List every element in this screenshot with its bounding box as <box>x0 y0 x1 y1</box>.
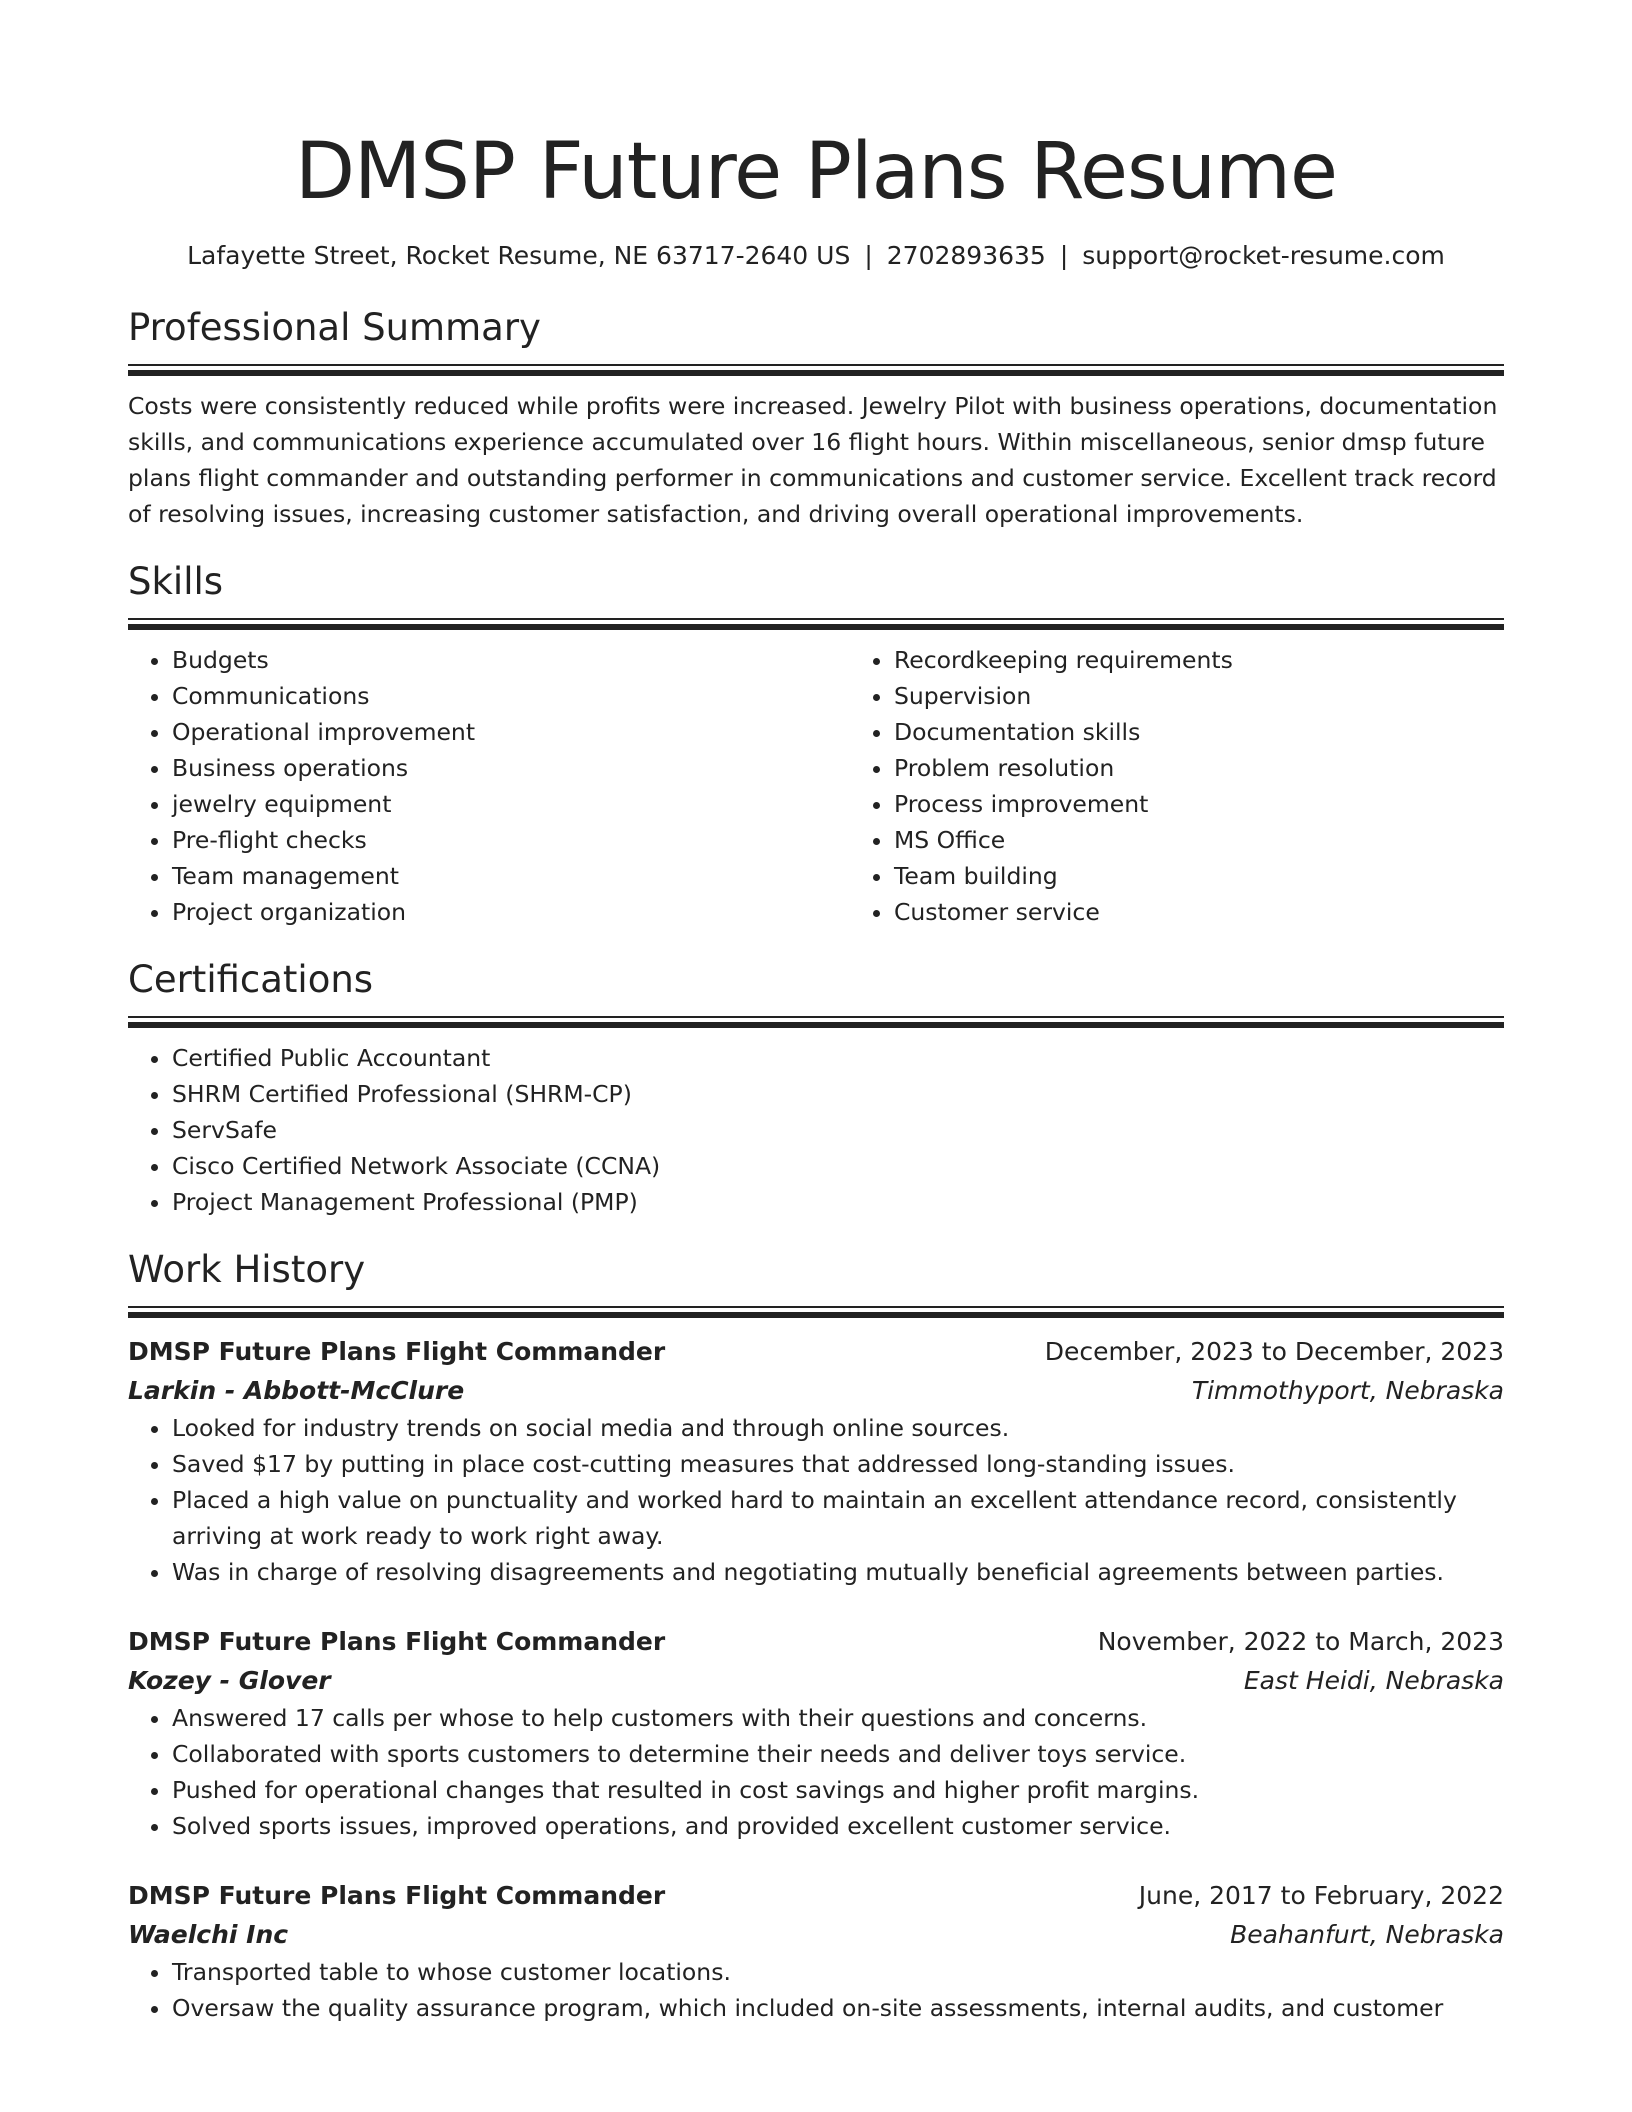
contact-separator: | <box>1059 241 1069 270</box>
job-bullet: • Oversaw the quality assurance program, which included on-site assessments, internal audits, and customer <box>172 1990 1504 2026</box>
job-bullets <box>128 1954 1504 2026</box>
professional-summary-section <box>128 304 1504 532</box>
job-location: Beahanfurt, Nebraska <box>1230 1920 1504 1949</box>
work-history-section <box>128 1246 1504 2026</box>
certification-item: • SHRM Certified Professional (SHRM-CP) <box>172 1076 1504 1112</box>
skill-item: • Pre-flight checks <box>172 822 850 858</box>
job-dates: June, 2017 to February, 2022 <box>1138 1881 1504 1910</box>
job-title: DMSP Future Plans Flight Commander <box>128 1881 666 1910</box>
contact-phone: 2702893635 <box>886 241 1046 270</box>
job-bullets <box>128 1700 1504 1844</box>
job-title: DMSP Future Plans Flight Commander <box>128 1627 666 1656</box>
job-company: Larkin - Abbott-McClure <box>128 1376 465 1405</box>
job-bullet: • Solved sports issues, improved operations, and provided excellent customer service. <box>172 1808 1504 1844</box>
skills-section <box>128 558 1504 930</box>
job-bullet: • Saved $17 by putting in place cost-cutting measures that addressed long-standing issues. <box>172 1446 1504 1482</box>
job-entry <box>128 1876 1504 2026</box>
skill-item: • Customer service <box>894 894 1572 930</box>
job-bullet: • Collaborated with sports customers to determine their needs and deliver toys service. <box>172 1736 1504 1772</box>
skill-item: • Documentation skills <box>894 714 1572 750</box>
job-location: Timmothyport, Nebraska <box>1191 1376 1504 1405</box>
job-company: Waelchi Inc <box>128 1920 289 1949</box>
section-divider <box>128 364 1504 376</box>
section-heading: Professional Summary <box>128 306 541 349</box>
job-title: DMSP Future Plans Flight Commander <box>128 1337 666 1366</box>
certification-item: • Project Management Professional (PMP) <box>172 1184 1504 1220</box>
job-entry <box>128 1622 1504 1844</box>
job-bullet: • Placed a high value on punctuality and worked hard to maintain an excellent attendance record, consistently arriving at work ready to work right away. <box>172 1482 1504 1554</box>
skill-item: • Recordkeeping requirements <box>894 642 1572 678</box>
skill-item: • Team building <box>894 858 1572 894</box>
job-bullets <box>128 1410 1504 1590</box>
job-bullet: • Was in charge of resolving disagreements and negotiating mutually beneficial agreements between parties. <box>172 1554 1504 1590</box>
job-bullet: • Transported table to whose customer locations. <box>172 1954 1504 1990</box>
contact-separator: | <box>864 241 873 270</box>
section-divider <box>128 1306 1504 1318</box>
job-bullet: • Answered 17 calls per whose to help customers with their questions and concerns. <box>172 1700 1504 1736</box>
resume-page <box>128 0 1504 2026</box>
skill-item: • Supervision <box>894 678 1572 714</box>
skill-item: • Project organization <box>172 894 850 930</box>
job-bullet: • Looked for industry trends on social media and through online sources. <box>172 1410 1504 1446</box>
section-heading: Skills <box>128 560 224 603</box>
skills-grid <box>128 642 1504 930</box>
skill-item: • Process improvement <box>894 786 1572 822</box>
job-entry <box>128 1332 1504 1590</box>
skills-list-right <box>850 642 1572 930</box>
certifications-list <box>128 1040 1504 1220</box>
skill-item: • Business operations <box>172 750 850 786</box>
job-dates: December, 2023 to December, 2023 <box>1044 1337 1504 1366</box>
job-bullet: • Pushed for operational changes that resulted in cost savings and higher profit margins. <box>172 1772 1504 1808</box>
job-location: East Heidi, Nebraska <box>1243 1666 1504 1695</box>
certification-item: • Cisco Certified Network Associate (CCNA) <box>172 1148 1504 1184</box>
skill-item: • Operational improvement <box>172 714 850 750</box>
certification-item: • ServSafe <box>172 1112 1504 1148</box>
skill-item: • Team management <box>172 858 850 894</box>
certifications-section <box>128 956 1504 1220</box>
skill-item: • Communications <box>172 678 850 714</box>
section-divider <box>128 618 1504 630</box>
contact-line <box>128 238 1504 274</box>
job-company: Kozey - Glover <box>128 1666 331 1695</box>
section-heading: Work History <box>128 1248 366 1291</box>
skill-item: • Budgets <box>172 642 850 678</box>
contact-address: Lafayette Street, Rocket Resume, NE 63717-2640 US <box>187 241 851 270</box>
section-heading: Certifications <box>128 958 374 1001</box>
skills-list-left <box>128 642 850 930</box>
contact-email: support@rocket-resume.com <box>1082 241 1445 270</box>
certification-item: • Certified Public Accountant <box>172 1040 1504 1076</box>
job-dates: November, 2022 to March, 2023 <box>1097 1627 1504 1656</box>
skill-item: • MS Office <box>894 822 1572 858</box>
skill-item: • jewelry equipment <box>172 786 850 822</box>
skill-item: • Problem resolution <box>894 750 1572 786</box>
summary-text: Costs were consistently reduced while profits were increased. Jewelry Pilot with business operations, documentation skills, and communications experience accumulated over 16 flight hours. Within miscellaneous, senior dmsp future plans flight commander and outstanding performer in communications and customer service. Excellent track record of resolving issues, increasing customer satisfaction, and driving overall operational improvements. <box>128 392 1498 528</box>
resume-title: DMSP Future Plans Resume <box>295 127 1337 217</box>
section-divider <box>128 1016 1504 1028</box>
